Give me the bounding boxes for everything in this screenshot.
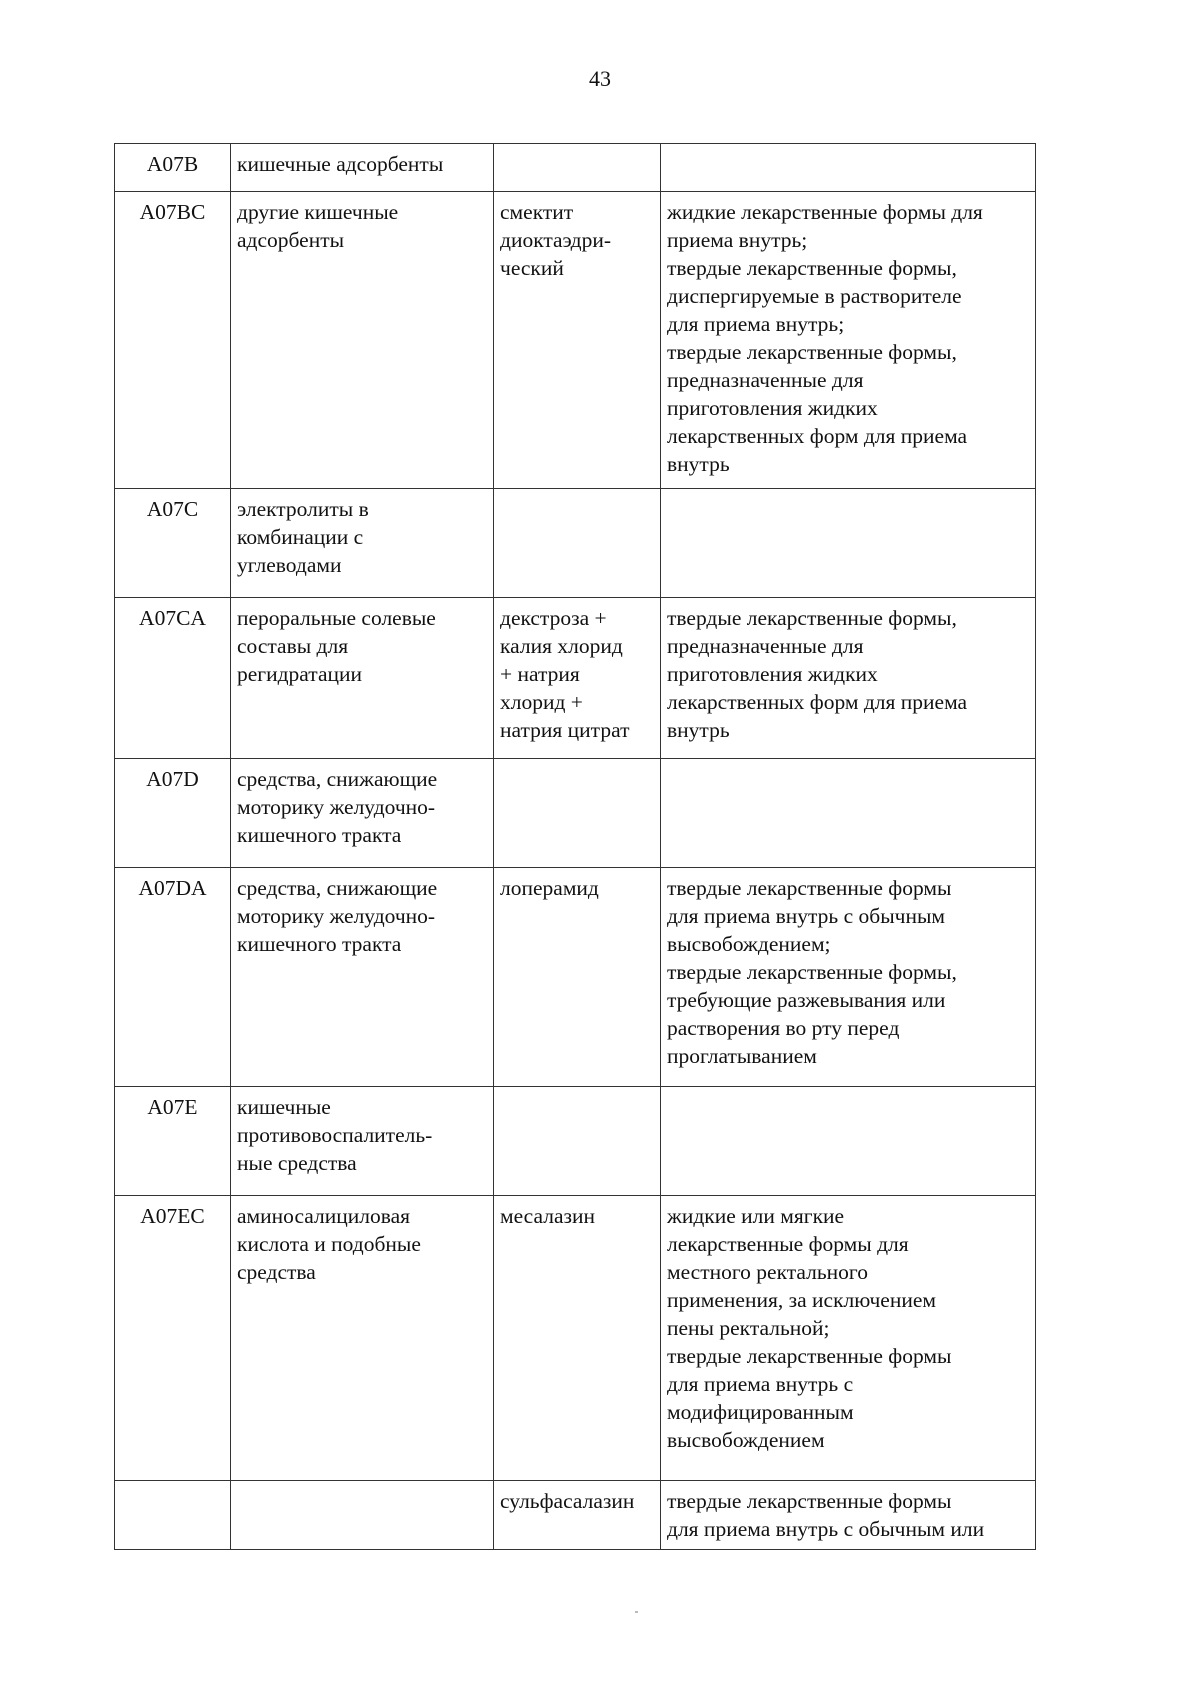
drug-name-cell	[494, 144, 661, 192]
atc-code-cell: A07EC	[115, 1196, 231, 1481]
drug-name-cell	[494, 489, 661, 598]
drug-name-cell	[494, 1087, 661, 1196]
dosage-forms-cell: твердые лекарственные формы, предназначенные для приготовления жидких лекарственных форм для приема внутрь	[661, 598, 1036, 759]
group-name-cell: кишечные противовоспалитель- ные средства	[231, 1087, 494, 1196]
group-name-cell: электролиты в комбинации с углеводами	[231, 489, 494, 598]
table-row	[115, 759, 1036, 868]
atc-code-cell: A07CA	[115, 598, 231, 759]
drug-name-cell: смектит диоктаэдри- ческий	[494, 192, 661, 489]
table-row	[115, 598, 1036, 759]
atc-code-cell: A07BC	[115, 192, 231, 489]
group-name-cell: кишечные адсорбенты	[231, 144, 494, 192]
table-row	[115, 489, 1036, 598]
table-row	[115, 1087, 1036, 1196]
drug-name-cell: сульфасалазин	[494, 1481, 661, 1550]
table-row	[115, 1196, 1036, 1481]
drug-name-cell: лоперамид	[494, 868, 661, 1087]
table-row	[115, 868, 1036, 1087]
group-name-cell: аминосалициловая кислота и подобные средства	[231, 1196, 494, 1481]
dosage-forms-cell: жидкие лекарственные формы для приема внутрь; твердые лекарственные формы, диспергируемые в растворителе для приема внутрь; твердые лекарственные формы, предназначенные для приготовления жидких лекарственных форм для приема внутрь	[661, 192, 1036, 489]
drug-name-cell: декстроза + калия хлорид + натрия хлорид + натрия цитрат	[494, 598, 661, 759]
atc-code-cell: A07D	[115, 759, 231, 868]
dosage-forms-cell: жидкие или мягкие лекарственные формы для местного ректального применения, за исключением пены ректальной; твердые лекарственные формы для приема внутрь с модифицированным высвобождением	[661, 1196, 1036, 1481]
drug-name-cell: месалазин	[494, 1196, 661, 1481]
dosage-forms-cell: твердые лекарственные формы для приема внутрь с обычным или	[661, 1481, 1036, 1550]
group-name-cell: средства, снижающие моторику желудочно- кишечного тракта	[231, 868, 494, 1087]
group-name-cell: пероральные солевые составы для регидратации	[231, 598, 494, 759]
atc-code-cell	[115, 1481, 231, 1550]
atc-drug-table	[114, 143, 1036, 1550]
scan-artifact	[635, 1611, 638, 1613]
group-name-cell: другие кишечные адсорбенты	[231, 192, 494, 489]
page-number: 43	[589, 66, 611, 91]
table-row	[115, 1481, 1036, 1550]
table-row	[115, 144, 1036, 192]
dosage-forms-cell	[661, 144, 1036, 192]
atc-code-cell: A07B	[115, 144, 231, 192]
dosage-forms-cell	[661, 759, 1036, 868]
atc-code-cell: A07DA	[115, 868, 231, 1087]
group-name-cell: средства, снижающие моторику желудочно- кишечного тракта	[231, 759, 494, 868]
table-row	[115, 192, 1036, 489]
drug-name-cell	[494, 759, 661, 868]
dosage-forms-cell: твердые лекарственные формы для приема внутрь с обычным высвобождением; твердые лекарственные формы, требующие разжевывания или растворения во рту перед проглатыванием	[661, 868, 1036, 1087]
dosage-forms-cell	[661, 489, 1036, 598]
atc-code-cell: A07E	[115, 1087, 231, 1196]
dosage-forms-cell	[661, 1087, 1036, 1196]
atc-code-cell: A07C	[115, 489, 231, 598]
group-name-cell	[231, 1481, 494, 1550]
